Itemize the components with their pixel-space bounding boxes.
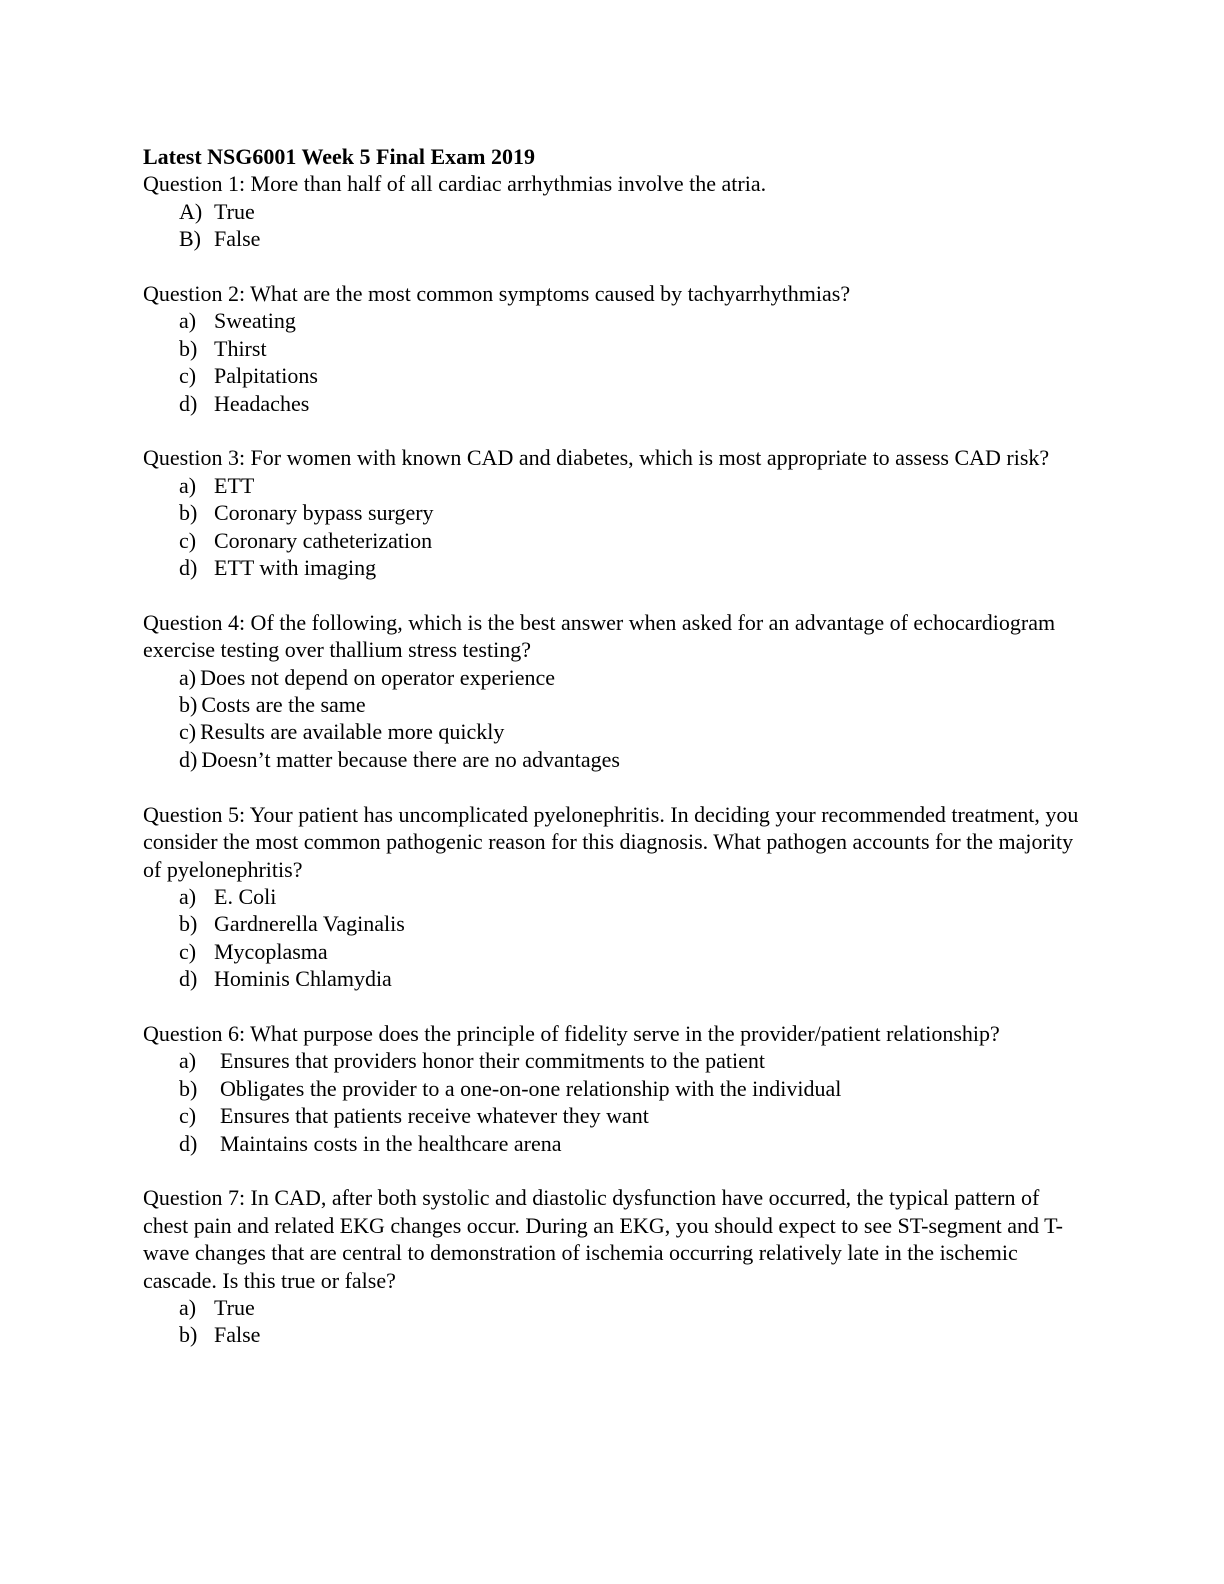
option-letter: b) bbox=[179, 911, 198, 937]
option-letter: a) bbox=[179, 664, 197, 690]
option-text: True bbox=[214, 198, 255, 224]
option-text: True bbox=[214, 1294, 255, 1320]
option-letter: b) bbox=[179, 335, 198, 361]
answer-options bbox=[143, 307, 1083, 417]
answer-option bbox=[143, 1130, 1083, 1157]
question-text: Question 1: More than half of all cardiac arrhythmias involve the atria. bbox=[143, 171, 767, 197]
option-letter: a) bbox=[179, 308, 197, 334]
question-text: Question 4: Of the following, which is the best answer when asked for an advantage of echocardiogram exercise testing over thallium stress testing? bbox=[143, 609, 1056, 663]
question-text: Question 6: What purpose does the principle of fidelity serve in the provider/patient relationship? bbox=[143, 1020, 1000, 1046]
option-letter: A) bbox=[179, 198, 203, 224]
answer-option bbox=[143, 1321, 1083, 1348]
option-letter: d) bbox=[179, 1130, 198, 1156]
option-text: Headaches bbox=[214, 390, 310, 416]
option-text: False bbox=[214, 1322, 261, 1348]
option-text: Hominis Chlamydia bbox=[214, 966, 392, 992]
option-text: Obligates the provider to a one-on-one relationship with the individual bbox=[220, 1075, 842, 1101]
option-letter: d) bbox=[179, 966, 198, 992]
answer-option bbox=[143, 472, 1083, 499]
option-letter: B) bbox=[179, 226, 201, 252]
answer-option bbox=[143, 554, 1083, 581]
answer-option bbox=[143, 390, 1083, 417]
option-text: ETT bbox=[214, 472, 255, 498]
answer-option bbox=[143, 527, 1083, 554]
answer-options bbox=[143, 883, 1083, 993]
option-letter: b) bbox=[179, 692, 198, 718]
question-1 bbox=[143, 170, 1083, 252]
answer-option bbox=[143, 910, 1083, 937]
question-text: Question 7: In CAD, after both systolic and diastolic dysfunction have occurred, the typical pattern of chest pain and related EKG changes occur. During an EKG, you should expect to see ST-segment and T-wave changes that are central to demonstration of ischemia occurring relatively late in the ischemic cascade. Is this true or false? bbox=[143, 1185, 1063, 1293]
question-4 bbox=[143, 609, 1083, 773]
answer-option bbox=[143, 746, 1083, 773]
question-3 bbox=[143, 444, 1083, 581]
question-7 bbox=[143, 1184, 1083, 1348]
option-letter: d) bbox=[179, 555, 198, 581]
option-text: Maintains costs in the healthcare arena bbox=[220, 1130, 562, 1156]
option-text: Doesn’t matter because there are no advantages bbox=[201, 746, 620, 772]
question-2 bbox=[143, 280, 1083, 417]
exam-title: Latest NSG6001 Week 5 Final Exam 2019 bbox=[143, 144, 535, 169]
option-letter: b) bbox=[179, 1322, 198, 1348]
option-letter: c) bbox=[179, 719, 197, 745]
answer-option bbox=[143, 335, 1083, 362]
option-text: Thirst bbox=[214, 335, 267, 361]
option-letter: a) bbox=[179, 1048, 197, 1074]
option-letter: c) bbox=[179, 938, 197, 964]
answer-options bbox=[143, 1047, 1083, 1157]
question-text: Question 2: What are the most common symptoms caused by tachyarrhythmias? bbox=[143, 281, 851, 307]
option-text: Mycoplasma bbox=[214, 938, 328, 964]
option-letter: c) bbox=[179, 1103, 197, 1129]
answer-option bbox=[143, 1047, 1083, 1074]
answer-option bbox=[143, 198, 1083, 225]
option-text: Gardnerella Vaginalis bbox=[214, 911, 405, 937]
option-text: E. Coli bbox=[214, 883, 277, 909]
answer-options bbox=[143, 664, 1083, 774]
answer-options bbox=[143, 1294, 1083, 1349]
answer-option bbox=[143, 1075, 1083, 1102]
option-text: Coronary bypass surgery bbox=[214, 500, 434, 526]
answer-option bbox=[143, 691, 1083, 718]
option-letter: a) bbox=[179, 472, 197, 498]
answer-options bbox=[143, 472, 1083, 582]
option-letter: b) bbox=[179, 1075, 198, 1101]
exam-page bbox=[143, 143, 1083, 1376]
answer-option bbox=[143, 1294, 1083, 1321]
question-5 bbox=[143, 801, 1083, 993]
answer-option bbox=[143, 965, 1083, 992]
answer-options bbox=[143, 198, 1083, 253]
option-text: Palpitations bbox=[214, 363, 318, 389]
question-text: Question 3: For women with known CAD and diabetes, which is most appropriate to assess CAD risk? bbox=[143, 445, 1050, 471]
answer-option bbox=[143, 718, 1083, 745]
option-text: Results are available more quickly bbox=[200, 719, 505, 745]
answer-option bbox=[143, 1102, 1083, 1129]
option-text: Ensures that patients receive whatever they want bbox=[220, 1103, 649, 1129]
question-6 bbox=[143, 1020, 1083, 1157]
option-letter: a) bbox=[179, 883, 197, 909]
question-text: Question 5: Your patient has uncomplicated pyelonephritis. In deciding your recommended treatment, you consider the most common pathogenic reason for this diagnosis. What pathogen accounts for the majority of pyelonephritis? bbox=[143, 801, 1079, 882]
option-letter: c) bbox=[179, 363, 197, 389]
option-letter: d) bbox=[179, 390, 198, 416]
option-text: Coronary catheterization bbox=[214, 527, 433, 553]
question-list bbox=[143, 170, 1083, 1348]
answer-option bbox=[143, 225, 1083, 252]
option-letter: a) bbox=[179, 1294, 197, 1320]
option-letter: c) bbox=[179, 527, 197, 553]
option-letter: d) bbox=[179, 746, 198, 772]
option-text: Ensures that providers honor their commitments to the patient bbox=[220, 1048, 765, 1074]
option-text: Does not depend on operator experience bbox=[200, 664, 556, 690]
option-letter: b) bbox=[179, 500, 198, 526]
answer-option bbox=[143, 362, 1083, 389]
option-text: ETT with imaging bbox=[214, 555, 377, 581]
option-text: Sweating bbox=[214, 308, 296, 334]
answer-option bbox=[143, 883, 1083, 910]
option-text: False bbox=[214, 226, 261, 252]
option-text: Costs are the same bbox=[201, 692, 366, 718]
answer-option bbox=[143, 938, 1083, 965]
answer-option bbox=[143, 307, 1083, 334]
answer-option bbox=[143, 499, 1083, 526]
answer-option bbox=[143, 664, 1083, 691]
